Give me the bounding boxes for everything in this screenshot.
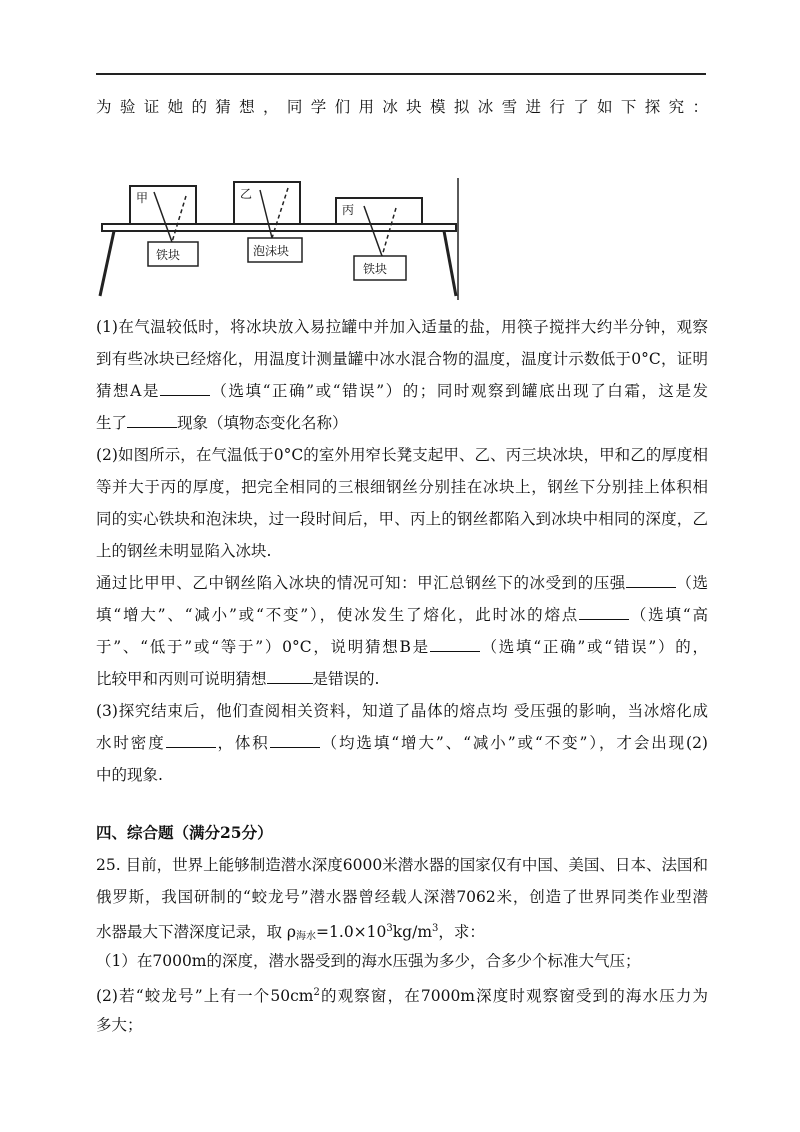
q3-line-2	[96, 733, 708, 753]
p25-line-3-a: 水器最大下潜深度记录，取 ρ	[96, 923, 297, 941]
q2-line-4: 上的钢丝未明显陷入冰块.	[96, 542, 272, 560]
label-yi: 乙	[240, 187, 253, 201]
answer-blank-5[interactable]	[430, 637, 480, 652]
q1-line-4-a: 生了	[96, 414, 128, 432]
q3-line-3: 中的现象.	[96, 766, 163, 784]
q1-line-4-b: 现象（填物态变化名称）	[177, 414, 348, 432]
q3-line-2-a: 水时密度	[96, 734, 166, 752]
header-rule	[96, 73, 706, 75]
bench-leg-right	[444, 231, 456, 296]
q1-line-2: 到有些冰块已经熔化，用温度计测量罐中冰水混合物的温度，温度计示数低于0°C，证明	[96, 350, 708, 368]
q1-line-4	[96, 413, 708, 433]
p25-sub-2-cont: 多大；	[96, 1016, 143, 1034]
q2-line-7-b: （选填“正确”或“错误”）的，	[479, 638, 709, 656]
answer-blank-8[interactable]	[270, 733, 320, 748]
q2-line-8	[96, 669, 708, 689]
q2-line-8-a: 比较甲和丙则可说明猜想	[96, 670, 267, 688]
q1-line-3-a: 猜想A是	[96, 382, 160, 400]
q2-line-5	[96, 573, 708, 593]
q3-line-2-b: ，体积	[215, 734, 270, 752]
q1-line-3	[96, 381, 708, 401]
answer-blank-4[interactable]	[579, 605, 629, 620]
p25-line-3-c: kg/m	[392, 923, 433, 941]
p25-line-1: 25. 目前，世界上能够制造潜水深度6000米潜水器的国家仅有中国、美国、日本、法国和	[96, 856, 708, 874]
p25-sub-2	[96, 983, 708, 1006]
label-foam: 泡沫块	[253, 244, 290, 258]
q2-line-1: (2)如图所示，在气温低于0°C的室外用窄长凳支起甲、乙、丙三块冰块，甲和乙的厚度相	[96, 446, 708, 464]
bench-leg-left	[100, 231, 114, 296]
q2-line-6-a: 填“增大”、“减小”或“不变”），使冰发生了熔化，此时冰的熔点	[96, 606, 580, 624]
answer-blank-7[interactable]	[166, 733, 216, 748]
answer-blank-2[interactable]	[127, 413, 177, 428]
q2-line-8-b: 是错误的.	[312, 670, 380, 688]
answer-blank-1[interactable]	[160, 381, 210, 396]
q1-line-1: (1)在气温较低时，将冰块放入易拉罐中并加入适量的盐，用筷子搅拌大约半分钟，观察	[96, 318, 708, 336]
q2-line-7	[96, 637, 708, 657]
p25-line-3-d: ，求：	[438, 923, 485, 941]
intro-text: 为验证她的猜想，同学们用冰块模拟冰雪进行了如下探究：	[96, 98, 708, 116]
q2-line-6	[96, 605, 708, 625]
section-4-title: 四、综合题（满分25分）	[96, 823, 273, 842]
q2-line-3: 同的实心铁块和泡沫块，过一段时间后，甲、丙上的钢丝都陷入到冰块中相同的深度，乙	[96, 510, 708, 528]
q2-line-2: 等并大于丙的厚度，把完全相同的三根细钢丝分别挂在冰块上，钢丝下分别挂上体积相	[96, 478, 708, 496]
p25-line-2: 俄罗斯，我国研制的“蛟龙号”潜水器曾经载人深潜7062米，创造了世界同类作业型潜	[96, 888, 708, 906]
bench-top	[102, 224, 456, 231]
p25-sub-1: （1）在7000m的深度，潜水器受到的海水压强为多少，合多少个标准大气压；	[96, 952, 641, 970]
label-iron-2: 铁块	[363, 262, 388, 276]
rho-subscript: 海水	[296, 931, 317, 942]
label-iron-1: 铁块	[156, 248, 181, 262]
q2-line-5-a: 通过比甲甲、乙中钢丝陷入冰块的情况可知：甲汇总钢丝下的冰受到的压强	[96, 574, 626, 592]
q2-line-6-b: （选填“高	[629, 606, 708, 624]
label-bing: 丙	[342, 203, 355, 217]
q2-line-7-a: 于”、“低于”或“等于”）0°C，说明猜想B是	[96, 638, 430, 656]
p25-line-3-b: =1.0×10	[316, 923, 387, 941]
q2-line-5-b: （选	[675, 574, 708, 592]
q3-line-2-c: （均选填“增大”、“减小”或“不变”），才会出现(2)	[319, 734, 708, 752]
q1-line-3-b: （选填“正确”或“错误”）的；同时观察到罐底出现了白霜，这是发	[209, 382, 709, 400]
p25-sub-2-a: (2)若“蛟龙号”上有一个50cm	[96, 987, 314, 1005]
label-jia: 甲	[136, 191, 149, 205]
p25-line-3	[96, 919, 708, 947]
answer-blank-3[interactable]	[626, 573, 676, 588]
unit-superscript: 3	[432, 923, 439, 934]
area-superscript: 2	[313, 987, 320, 998]
p25-sub-2-b: 的观察窗，在7000m深度时观察窗受到的海水压力为	[319, 987, 708, 1005]
experiment-figure	[92, 178, 472, 304]
answer-blank-6[interactable]	[267, 669, 313, 684]
exp-superscript: 3	[386, 923, 393, 934]
q3-line-1: (3)探究结束后，他们查阅相关资料，知道了晶体的熔点均 受压强的影响，当冰熔化成	[96, 702, 708, 720]
